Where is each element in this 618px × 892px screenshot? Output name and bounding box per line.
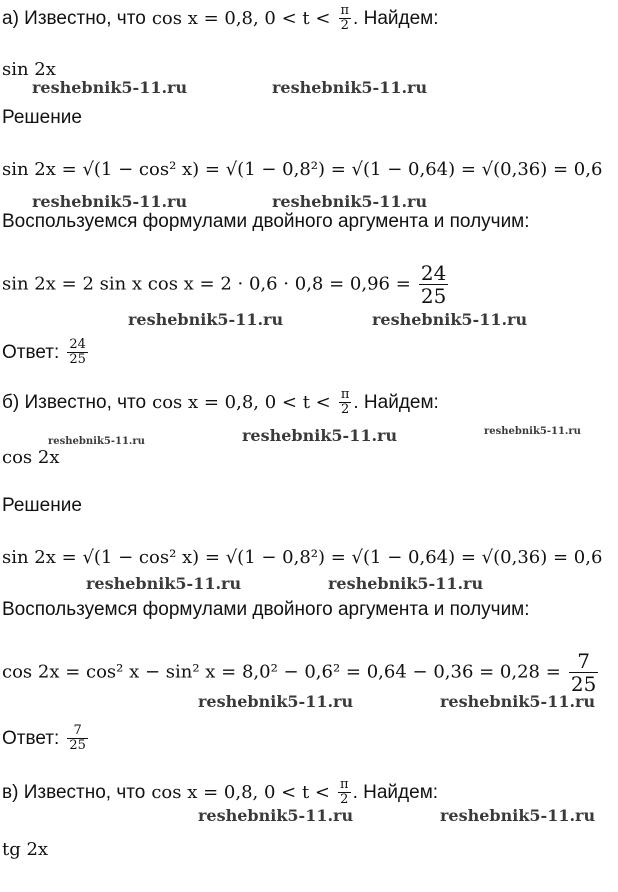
condition-prefix: а) Известно, что xyxy=(2,7,146,29)
answer-fraction: $\frac{7}{25}$ xyxy=(69,723,86,754)
part-a-condition xyxy=(2,4,439,34)
part-b-calc: cos 2x = cos² x − sin² x = 8,0² − 0,6² = 0,64 − 0,36 = 0,28 = $\frac{7}{25}$ xyxy=(2,649,597,696)
part-a-formula: sin 2x = √(1 − cos² x) = √(1 − 0,8²) = √(1 − 0,64) = √(0,36) = 0,6 xyxy=(2,159,603,180)
part-a-answer: Ответ: $\frac{24}{25}$ xyxy=(2,337,86,368)
condition-suffix: . Найдем: xyxy=(353,7,439,29)
watermark: reshebnik5-11.ru xyxy=(198,806,354,825)
watermark: reshebnik5-11.ru xyxy=(32,192,188,211)
part-a-target: sin 2x xyxy=(2,59,56,80)
part-b-hint: Воспользуемся формулами двойного аргумента и получим: xyxy=(2,599,530,620)
answer-fraction: $\frac{24}{25}$ xyxy=(69,337,86,368)
part-c-target: tg 2x xyxy=(2,839,49,860)
watermark: reshebnik5-11.ru xyxy=(272,78,428,97)
watermark: reshebnik5-11.ru xyxy=(198,692,354,711)
part-b-target: cos 2x xyxy=(2,447,60,468)
watermark: reshebnik5-11.ru xyxy=(328,574,484,593)
watermark: reshebnik5-11.ru xyxy=(32,78,188,97)
pi-over-2-fraction: $\frac{\pi}{2}$ xyxy=(340,387,350,418)
watermark: reshebnik5-11.ru xyxy=(372,310,528,329)
part-a-solution-label: Решение xyxy=(2,107,82,128)
watermark: reshebnik5-11.ru xyxy=(48,436,145,447)
part-b-solution-label: Решение xyxy=(2,495,82,516)
watermark: reshebnik5-11.ru xyxy=(440,806,596,825)
pi-over-2-fraction: $\frac{\pi}{2}$ xyxy=(340,777,349,808)
condition-math: cos x = 0,8, 0 < t < xyxy=(151,7,331,29)
watermark: reshebnik5-11.ru xyxy=(86,574,242,593)
watermark: reshebnik5-11.ru xyxy=(272,192,428,211)
watermark: reshebnik5-11.ru xyxy=(242,426,398,445)
part-b-condition: б) Известно, что cos x = 0,8, 0 < t < $\frac{\pi}{2}$ . Найдем: xyxy=(2,387,439,418)
pi-over-2-fraction: $\frac{\pi}{2}$ xyxy=(340,3,350,34)
calc-fraction: $\frac{7}{25}$ xyxy=(570,649,597,696)
watermark: reshebnik5-11.ru xyxy=(128,310,284,329)
part-b-formula: sin 2x = √(1 − cos² x) = √(1 − 0,8²) = √(1 − 0,64) = √(0,36) = 0,6 xyxy=(2,547,603,568)
watermark: reshebnik5-11.ru xyxy=(484,426,581,437)
calc-fraction: $\frac{24}{25}$ xyxy=(420,261,447,308)
part-b-answer: Ответ: $\frac{7}{25}$ xyxy=(2,723,86,754)
part-a-calc: sin 2x = 2 sin x cos x = 2 · 0,6 · 0,8 = 0,96 = $\frac{24}{25}$ xyxy=(2,261,447,308)
watermark: reshebnik5-11.ru xyxy=(440,692,596,711)
part-a-hint: Воспользуемся формулами двойного аргумента и получим: xyxy=(2,211,530,232)
part-c-condition: в) Известно, что cos x = 0,8, 0 < t < $\frac{\pi}{2}$ . Найдем: xyxy=(2,777,439,808)
